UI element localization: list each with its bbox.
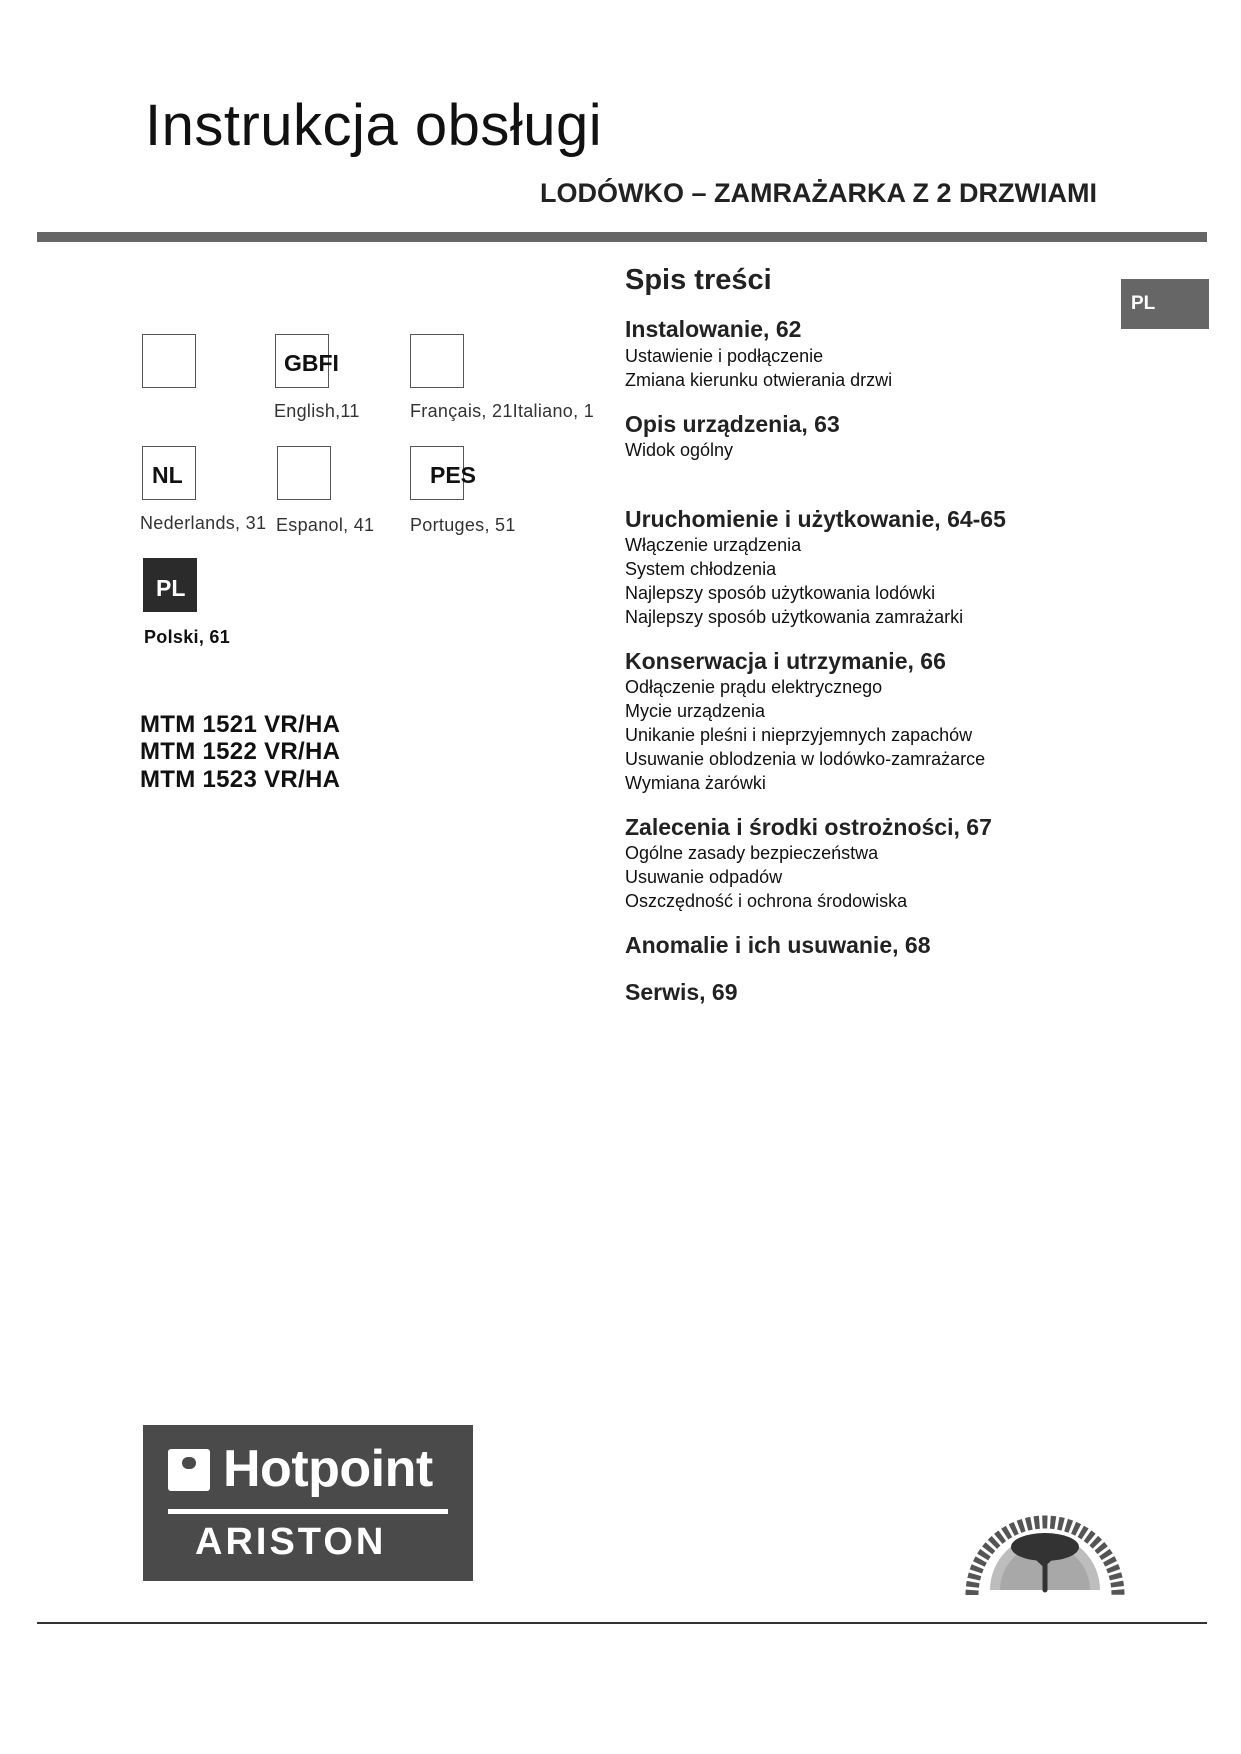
toc-item: Wymiana żarówki	[625, 773, 766, 793]
logo-sub-text: ARISTON	[195, 1521, 387, 1563]
logo-square-icon	[168, 1449, 210, 1491]
header-divider-bar	[37, 232, 1207, 242]
toc-section-heading: Anomalie i ich usuwanie, 68	[625, 932, 931, 958]
logo-brand-text: Hotpoint	[223, 1440, 433, 1498]
lang-label-nederlands: Nederlands, 31	[140, 513, 267, 533]
page-title: Instrukcja obsługi	[145, 93, 603, 158]
lang-box-pl-code: PL	[156, 575, 186, 601]
toc-item: Ustawienie i podłączenie	[625, 346, 824, 366]
footer-divider-line	[37, 1622, 1207, 1624]
toc-section-heading: Uruchomienie i użytkowanie, 64-65	[625, 506, 1006, 532]
toc-item: Włączenie urządzenia	[625, 535, 802, 555]
toc-item: Odłączenie prądu elektrycznego	[625, 677, 883, 697]
lang-box-nl-code: NL	[152, 462, 183, 488]
lang-label-portuges: Portuges, 51	[410, 515, 516, 535]
toc-section-heading: Instalowanie, 62	[625, 316, 802, 342]
toc-item: Usuwanie oblodzenia w lodówko-zamrażarce	[625, 749, 986, 769]
toc-item: Usuwanie odpadów	[625, 867, 783, 887]
toc-item: Najlepszy sposób użytkowania zamrażarki	[625, 607, 964, 627]
toc-section-heading: Konserwacja i utrzymanie, 66	[625, 648, 946, 674]
toc-section-heading: Serwis, 69	[625, 979, 738, 1005]
toc-section-heading: Opis urządzenia, 63	[625, 411, 840, 437]
page-subtitle: LODÓWKO – ZAMRAŻARKA Z 2 DRZWIAMI	[540, 178, 1097, 208]
lang-box-gb-code: GBFI	[284, 350, 339, 376]
model-number: MTM 1523 VR/HA	[140, 766, 341, 793]
logo-rule	[168, 1509, 448, 1514]
model-number: MTM 1522 VR/HA	[140, 738, 341, 765]
toc-section-heading: Zalecenia i środki ostrożności, 67	[625, 814, 992, 840]
hotpoint-ariston-logo	[143, 1425, 473, 1581]
cfc-free-seal-icon	[960, 1485, 1130, 1600]
lang-label-espanol: Espanol, 41	[276, 515, 375, 535]
toc-title: Spis treści	[625, 264, 772, 296]
lang-box-fr	[410, 334, 464, 388]
language-side-tab-label: PL	[1131, 293, 1156, 314]
toc-item: Mycie urządzenia	[625, 701, 766, 721]
model-number: MTM 1521 VR/HA	[140, 711, 341, 738]
lang-label-francais-italiano: Français, 21Italiano, 1	[410, 401, 594, 421]
language-side-tab	[1121, 279, 1209, 329]
toc-item: Oszczędność i ochrona środowiska	[625, 891, 908, 911]
toc-item: Najlepszy sposób użytkowania lodówki	[625, 583, 936, 603]
toc-item: Unikanie pleśni i nieprzyjemnych zapachów	[625, 725, 973, 745]
toc-item: System chłodzenia	[625, 559, 777, 579]
toc-item: Widok ogólny	[625, 440, 734, 460]
lang-box-pes-code: PES	[430, 462, 477, 488]
lang-box-1	[142, 334, 196, 388]
lang-label-english: English,11	[274, 401, 360, 421]
toc-item: Zmiana kierunku otwierania drzwi	[625, 370, 893, 390]
lang-box-es	[277, 446, 331, 500]
lang-label-polski: Polski, 61	[144, 627, 231, 647]
tree-crown	[1011, 1533, 1079, 1561]
toc-item: Ogólne zasady bezpieczeństwa	[625, 843, 879, 863]
